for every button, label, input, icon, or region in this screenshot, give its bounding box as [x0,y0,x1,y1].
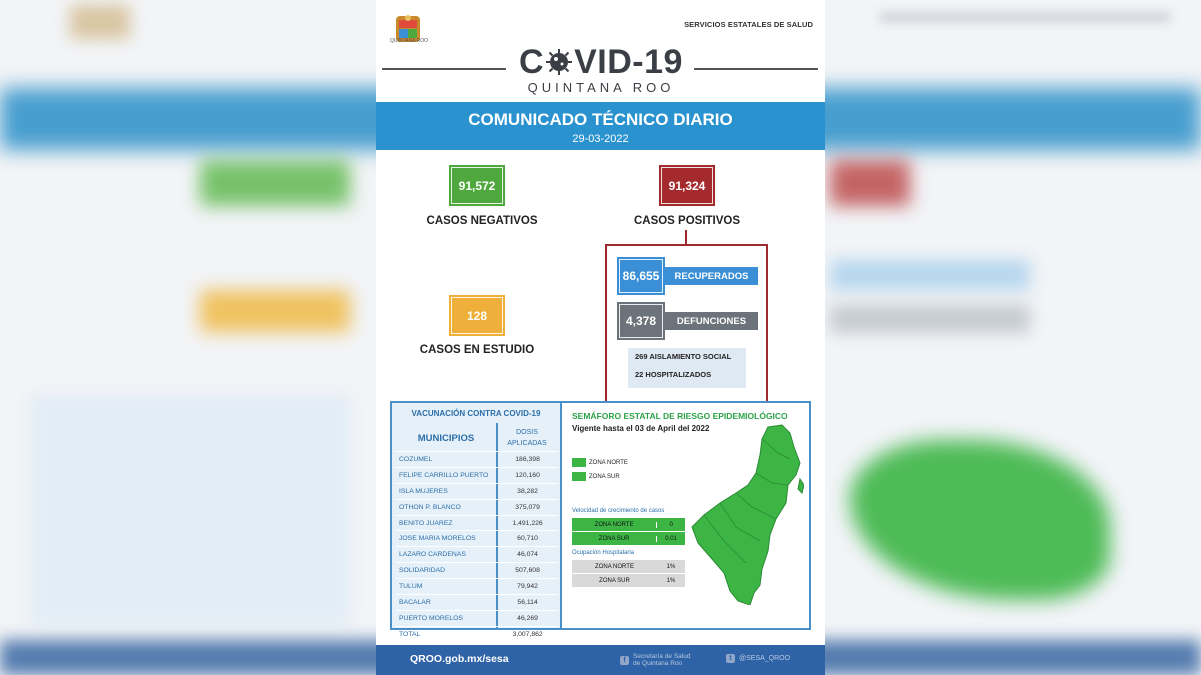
table-row [396,578,558,594]
velocidad-title: Velocidad de crecimiento de casos [572,508,665,514]
footer-facebook[interactable]: f Secretaría de Salud de Quintana Roo [620,653,690,667]
hospitalizados-text: 22 HOSPITALIZADOS [635,370,712,379]
table-row [396,515,558,531]
banner-date: 29-03-2022 [572,133,629,145]
semaforo-section [562,403,809,628]
footer-twitter[interactable]: t @SESA_QROO [726,654,790,663]
recuperados-value: 86,655 [619,259,663,293]
aislamiento-text: 269 AISLAMIENTO SOCIAL [635,352,732,361]
positivos-connector [685,230,687,245]
estudio-value: 128 [451,297,503,334]
municipio-cell: BACALAR [399,598,431,606]
dosis-cell: 46,074 [517,551,538,559]
table-row [396,546,558,562]
table-row [396,594,558,610]
municipio-cell: JOSE MARIA MORELOS [399,535,476,543]
defunciones-box [617,302,665,340]
col-dosis: DOSIS APLICADAS [507,429,547,447]
table-row [396,530,558,546]
municipio-cell: OTHON P. BLANCO [399,503,461,511]
facebook-icon: f [620,656,629,665]
estudio-label: CASOS EN ESTUDIO [419,344,535,356]
quintana-roo-map [690,423,804,605]
vaccination-rows [396,451,558,642]
negativos-box [449,165,505,206]
table-row: ZONA NORTE 0 [572,518,685,532]
negativos-value: 91,572 [451,167,503,204]
table-row [396,483,558,499]
banner-title: COMUNICADO TÉCNICO DIARIO [468,110,733,129]
positivos-label: CASOS POSITIVOS [633,215,741,227]
dosis-cell: 1,491,226 [512,519,543,527]
dosis-cell: 56,114 [517,598,538,606]
dosis-cell: 375,079 [515,503,540,511]
table-row [396,562,558,578]
table-row [396,610,558,626]
negativos-label: CASOS NEGATIVOS [426,215,538,227]
col-municipios: MUNICIPIOS [417,433,475,444]
table-row [396,626,558,642]
ocupacion-table [572,560,685,588]
logo-caption: QUINTANA ROO [390,38,428,44]
municipio-cell: ISLA MUJERES [399,487,448,495]
municipio-cell: TULUM [399,583,423,591]
semaforo-vigente: Vigente hasta el 03 de April del 2022 [572,424,710,433]
positivos-value: 91,324 [661,167,713,204]
positivos-subinfo [628,348,746,388]
municipio-cell: FELIPE CARRILLO PUERTO [399,471,489,479]
subtitle-quintana-roo: QUINTANA ROO [527,80,675,95]
banner [376,102,825,150]
table-row [396,467,558,483]
footer-url[interactable]: QROO.gob.mx/sesa [410,653,509,665]
state-emblem-icon [390,12,426,50]
dosis-cell: 507,608 [515,567,540,575]
dosis-cell: 46,269 [517,614,538,622]
defunciones-label: DEFUNCIONES [665,312,758,330]
defunciones-value: 4,378 [619,304,663,338]
twitter-icon: t [726,654,735,663]
positivos-box [659,165,715,206]
vaccination-title: VACUNACIÓN CONTRA COVID-19 [411,409,541,418]
legend-swatch [572,458,586,467]
ocupacion-title: Ocupación Hospitalaria [572,550,635,556]
legend-swatch [572,472,586,481]
dosis-cell: 120,160 [515,471,540,479]
dosis-cell: 3,007,862 [512,630,543,638]
velocidad-table [572,518,685,546]
covid-title: C VID-19 [519,43,683,81]
footer [376,645,825,675]
municipio-cell: TOTAL [399,630,421,638]
municipio-cell: PUERTO MORELOS [399,614,463,622]
recuperados-box [617,257,665,295]
covid-infographic [376,0,825,675]
municipio-cell: SOLIDARIDAD [399,567,446,575]
table-row: ZONA SUR 1% [572,574,685,588]
municipio-cell: LAZARO CARDENAS [399,551,466,559]
dosis-cell: 38,282 [517,487,538,495]
table-row: ZONA SUR 0.01 [572,532,685,546]
services-label: SERVICIOS ESTATALES DE SALUD [684,20,813,29]
dosis-cell: 60,710 [517,535,538,543]
table-row [396,499,558,515]
recuperados-label: RECUPERADOS [665,267,758,285]
vaccination-table [392,403,562,638]
table-row: ZONA NORTE 1% [572,560,685,574]
legend-zona-sur: ZONA SUR [572,472,620,481]
legend-zona-norte: ZONA NORTE [572,458,628,467]
title-rule-left [382,68,506,70]
semaforo-title: SEMÁFORO ESTATAL DE RIESGO EPIDEMIOLÓGICO [572,411,788,421]
title-rule-right [694,68,818,70]
dosis-cell: 79,942 [517,583,538,591]
municipio-cell: COZUMEL [399,455,433,463]
bottom-panel [390,401,811,638]
table-row [396,451,558,467]
municipio-cell: BENITO JUAREZ [399,519,453,527]
virus-icon [545,48,573,76]
dosis-cell: 186,398 [515,455,540,463]
estudio-box [449,295,505,336]
